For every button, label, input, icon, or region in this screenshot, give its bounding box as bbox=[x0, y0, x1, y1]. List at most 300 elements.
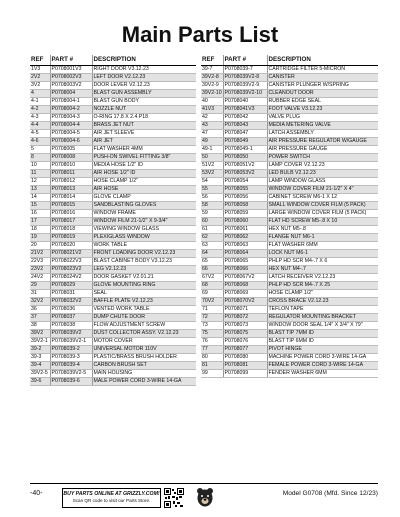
table-row bbox=[30, 129, 196, 137]
table-row bbox=[201, 361, 378, 369]
description-cell: CROSS BRACE V2.12.23 bbox=[267, 297, 378, 305]
part-number-cell: P0708037 bbox=[50, 313, 92, 321]
description-cell: REGULATOR MOUNTING BRACKET bbox=[267, 313, 378, 321]
part-number-cell: P0708011 bbox=[50, 169, 92, 177]
part-number-cell: P0708004-1 bbox=[50, 97, 92, 105]
table-row bbox=[30, 329, 196, 337]
part-number-cell: P0708055 bbox=[223, 185, 267, 193]
description-cell: BLAST CABINET BODY V3.12.23 bbox=[92, 257, 196, 265]
ref-header: REF bbox=[201, 55, 223, 65]
ref-cell: 39V2 bbox=[30, 329, 50, 337]
ref-cell: 73 bbox=[201, 321, 223, 329]
part-number-cell: P0708049-1 bbox=[223, 145, 267, 153]
description-cell: BRASS JET NUT bbox=[92, 121, 196, 129]
description-header: DESCRIPTION bbox=[92, 55, 196, 65]
ref-cell: 65 bbox=[201, 257, 223, 265]
description-cell: PIVOT HINGE bbox=[267, 345, 378, 353]
part-number-cell: P0708039V2-10 bbox=[223, 89, 267, 97]
ref-cell: 58 bbox=[201, 201, 223, 209]
ref-cell: 5 bbox=[30, 145, 50, 153]
ref-header: REF bbox=[30, 55, 50, 65]
table-row bbox=[201, 329, 378, 337]
table-row bbox=[201, 241, 378, 249]
description-cell: BLAST TIP 7MM ID bbox=[267, 329, 378, 337]
part-number-cell: P0708039-6 bbox=[50, 377, 92, 385]
part-number-cell: P0708047 bbox=[223, 129, 267, 137]
table-row bbox=[201, 257, 378, 265]
table-row bbox=[201, 305, 378, 313]
part-number-cell: P0708070V2 bbox=[223, 297, 267, 305]
table-row bbox=[30, 241, 196, 249]
table-row bbox=[201, 65, 378, 73]
table-row bbox=[201, 233, 378, 241]
table-row bbox=[30, 369, 196, 377]
part-number-cell: P0708039-2 bbox=[50, 345, 92, 353]
description-cell: DOOR GASKET V2.01.21 bbox=[92, 273, 196, 281]
ref-cell: 14 bbox=[30, 193, 50, 201]
table-row bbox=[30, 145, 196, 153]
part-number-cell: P0708042 bbox=[223, 113, 267, 121]
ref-cell: 4-5 bbox=[30, 129, 50, 137]
table-row bbox=[30, 161, 196, 169]
ref-cell: 39-4 bbox=[30, 361, 50, 369]
ref-cell: 39-6 bbox=[30, 377, 50, 385]
ref-cell: 99 bbox=[201, 369, 223, 377]
ref-cell: 80 bbox=[201, 353, 223, 361]
table-header-row bbox=[30, 55, 196, 65]
part-number-cell: P0708022V3 bbox=[50, 257, 92, 265]
ref-cell: 70V2 bbox=[201, 297, 223, 305]
description-cell: LARGE WINDOW COVER FILM (5 PACK) bbox=[267, 209, 378, 217]
table-row bbox=[201, 289, 378, 297]
ref-cell: 63 bbox=[201, 241, 223, 249]
description-cell: HEX NUT M5-.8 bbox=[267, 225, 378, 233]
part-number-cell: P0708067V2 bbox=[223, 273, 267, 281]
part-number-cell: P0708004-5 bbox=[50, 129, 92, 137]
description-cell: FRONT LOADING DOOR V2.12.23 bbox=[92, 249, 196, 257]
part-number-cell: P0708072 bbox=[223, 313, 267, 321]
table-row bbox=[30, 89, 196, 97]
description-cell: BLAST TIP 6MM ID bbox=[267, 337, 378, 345]
ref-cell: 68 bbox=[201, 281, 223, 289]
part-number-cell: P0708060 bbox=[223, 217, 267, 225]
table-row bbox=[30, 201, 196, 209]
ad-subline: Scan QR code to visit our Parts Store. bbox=[72, 498, 151, 503]
page-title: Main Parts List bbox=[121, 22, 279, 47]
description-cell: UNIVERSAL MOTOR 110V bbox=[92, 345, 196, 353]
description-cell: SANDBLASTING GLOVES bbox=[92, 201, 196, 209]
ref-cell: 4-1 bbox=[30, 97, 50, 105]
description-cell: RUBBER EDGE SEAL bbox=[267, 97, 378, 105]
table-row bbox=[201, 185, 378, 193]
ref-cell: 47 bbox=[201, 129, 223, 137]
part-number-cell: P0708062 bbox=[223, 233, 267, 241]
grizzly-bear-logo-icon bbox=[196, 487, 214, 509]
table-row bbox=[30, 281, 196, 289]
description-cell: DUST COLLECTOR ASSY. V2.12.23 bbox=[92, 329, 196, 337]
ref-cell: 8 bbox=[30, 153, 50, 161]
table-row bbox=[30, 249, 196, 257]
ref-cell: 22V3 bbox=[30, 257, 50, 265]
table-row bbox=[201, 265, 378, 273]
ref-cell: 12 bbox=[30, 177, 50, 185]
part-number-cell: P0708039-3 bbox=[50, 353, 92, 361]
description-cell: FENDER WASHER 6MM bbox=[267, 369, 378, 377]
part-number-cell: P0708076 bbox=[223, 337, 267, 345]
description-header: DESCRIPTION bbox=[267, 55, 378, 65]
ref-cell: 2V2 bbox=[30, 73, 50, 81]
table-row bbox=[201, 337, 378, 345]
part-number-cell: P0708064 bbox=[223, 249, 267, 257]
ref-cell: 13 bbox=[30, 185, 50, 193]
part-number-cell: P0708039V2-5 bbox=[50, 369, 92, 377]
ref-cell: 21V2 bbox=[30, 249, 50, 257]
ref-cell: 56 bbox=[201, 193, 223, 201]
description-cell: WINDOW FRAME bbox=[92, 209, 196, 217]
description-cell: CARBON BRUSH SET bbox=[92, 361, 196, 369]
description-cell: LEFT DOOR V2.12.23 bbox=[92, 73, 196, 81]
ref-cell: 4-3 bbox=[30, 113, 50, 121]
table-row bbox=[30, 361, 196, 369]
part-number-cell: P0708039V2-8 bbox=[223, 73, 267, 81]
table-row bbox=[30, 153, 196, 161]
part-number-cell: P0708002V3 bbox=[50, 73, 92, 81]
table-row bbox=[201, 105, 378, 113]
part-number-cell: P0708080 bbox=[223, 353, 267, 361]
table-row bbox=[30, 193, 196, 201]
description-cell: AIR JET SLEEVE bbox=[92, 129, 196, 137]
footer-divider bbox=[30, 483, 378, 484]
ref-cell: 69 bbox=[201, 289, 223, 297]
description-cell: PHLP HD SCR M4-.7 X 6 bbox=[267, 257, 378, 265]
table-row bbox=[201, 153, 378, 161]
table-row bbox=[30, 177, 196, 185]
description-cell: FLAT WASHER 4MM bbox=[92, 145, 196, 153]
ref-cell: 39-3 bbox=[30, 353, 50, 361]
table-row bbox=[30, 353, 196, 361]
table-row bbox=[201, 297, 378, 305]
description-cell: LOCK NUT M6-1 bbox=[267, 249, 378, 257]
table-row bbox=[30, 321, 196, 329]
description-cell: DUMP CHUTE DOOR bbox=[92, 313, 196, 321]
description-cell: FLAT WASHER 6MM bbox=[267, 241, 378, 249]
description-cell: BAFFLE PLATE V2.12.23 bbox=[92, 297, 196, 305]
table-row bbox=[201, 129, 378, 137]
part-number-cell: P0708038 bbox=[50, 321, 92, 329]
table-row bbox=[201, 145, 378, 153]
part-number-cell: P0708001V3 bbox=[50, 65, 92, 73]
part-number-cell: P0708023V2 bbox=[50, 265, 92, 273]
description-cell: VENTED WORK TABLE bbox=[92, 305, 196, 313]
ref-cell: 32V2 bbox=[30, 297, 50, 305]
table-row bbox=[30, 305, 196, 313]
description-cell: FLOW ADJUSTMENT SCREW bbox=[92, 321, 196, 329]
table-row bbox=[201, 113, 378, 121]
table-row bbox=[201, 249, 378, 257]
description-cell: PLASTIC/BRASS BRUSH HOLDER bbox=[92, 353, 196, 361]
table-header-row bbox=[201, 55, 378, 65]
description-cell: CANISTER bbox=[267, 73, 378, 81]
ref-cell: 72 bbox=[201, 313, 223, 321]
table-row bbox=[30, 377, 196, 385]
description-cell: WINDOW COVER FILM 21-1/2" X 4" bbox=[267, 185, 378, 193]
part-number-cell: P0708039V2-9 bbox=[223, 81, 267, 89]
table-row bbox=[30, 121, 196, 129]
description-cell: LAMP COVER V2.12.23 bbox=[267, 161, 378, 169]
description-cell: AIR HOSE 1/2" ID bbox=[92, 169, 196, 177]
table-row bbox=[30, 345, 196, 353]
part-number-cell: P0708073 bbox=[223, 321, 267, 329]
page-number: -40- bbox=[30, 490, 43, 497]
description-cell: PUSH-ON SWIVEL FITTING 3/8" bbox=[92, 153, 196, 161]
table-row bbox=[201, 169, 378, 177]
table-row bbox=[30, 313, 196, 321]
table-row bbox=[30, 217, 196, 225]
part-number-cell: P0708077 bbox=[223, 345, 267, 353]
ref-cell: 55 bbox=[201, 185, 223, 193]
ref-cell: 40 bbox=[201, 97, 223, 105]
table-row bbox=[30, 137, 196, 145]
table-row bbox=[201, 81, 378, 89]
ref-cell: 11 bbox=[30, 169, 50, 177]
table-row bbox=[201, 73, 378, 81]
part-number-cell: P0708075 bbox=[223, 329, 267, 337]
part-number-cell: P0708004-2 bbox=[50, 105, 92, 113]
description-cell: POWER SWITCH bbox=[267, 153, 378, 161]
part-number-cell: P0708013 bbox=[50, 185, 92, 193]
ref-cell: 39-7 bbox=[201, 65, 223, 73]
part-number-cell: P0708004-6 bbox=[50, 137, 92, 145]
ref-cell: 18 bbox=[30, 225, 50, 233]
description-cell: SEAL bbox=[92, 289, 196, 297]
table-row bbox=[201, 281, 378, 289]
part-number-cell: P0708068 bbox=[223, 281, 267, 289]
description-cell: PLEXIGLASS WINDOW bbox=[92, 233, 196, 241]
table-row bbox=[30, 113, 196, 121]
description-cell: GLOVE CLAMP bbox=[92, 193, 196, 201]
description-cell: FOOT VALVE V3.12.23 bbox=[267, 105, 378, 113]
ref-cell: 76 bbox=[201, 337, 223, 345]
table-row bbox=[30, 65, 196, 73]
description-cell: HOSE CLAMP 1/2" bbox=[267, 289, 378, 297]
part-number-cell: P0708008 bbox=[50, 153, 92, 161]
part-number-cell: P0708061 bbox=[223, 225, 267, 233]
table-row bbox=[201, 121, 378, 129]
table-row bbox=[201, 273, 378, 281]
description-cell: MEDIA HOSE 1/2" ID bbox=[92, 161, 196, 169]
description-cell: O-RING 17.8 X 2.4 P18 bbox=[92, 113, 196, 121]
description-cell: AIR PRESSURE GAUGE bbox=[267, 145, 378, 153]
description-cell: BLAST GUN BODY bbox=[92, 97, 196, 105]
part-number-cell: P0708059 bbox=[223, 209, 267, 217]
ref-cell: 4-6 bbox=[30, 137, 50, 145]
description-cell: CABINET SCREW M6-1 X 12 bbox=[267, 193, 378, 201]
part-number-cell: P0708071 bbox=[223, 305, 267, 313]
part-number-cell: P0708039V2 bbox=[50, 329, 92, 337]
ref-cell: 24V2 bbox=[30, 273, 50, 281]
description-cell: MEDIA METERING VALVE bbox=[267, 121, 378, 129]
description-cell: LED BULB V2.12.23 bbox=[267, 169, 378, 177]
part-header: PART # bbox=[223, 55, 267, 65]
table-row bbox=[30, 185, 196, 193]
description-cell: MOTOR COVER bbox=[92, 337, 196, 345]
table-row bbox=[201, 217, 378, 225]
part-number-cell: P0708081 bbox=[223, 361, 267, 369]
ref-cell: 4-2 bbox=[30, 105, 50, 113]
description-cell: WINDOW DOOR SEAL 1/4" X 3/4" X 79" bbox=[267, 321, 378, 329]
ref-cell: 49-1 bbox=[201, 145, 223, 153]
part-number-cell: P0708041V3 bbox=[223, 105, 267, 113]
table-row bbox=[30, 289, 196, 297]
description-cell: NOZZLE NUT bbox=[92, 105, 196, 113]
table-row bbox=[201, 137, 378, 145]
description-cell: DOOR LEVER V2.12.23 bbox=[92, 81, 196, 89]
part-number-cell: P0708065 bbox=[223, 257, 267, 265]
ref-cell: 64 bbox=[201, 249, 223, 257]
part-number-cell: P0708004-4 bbox=[50, 121, 92, 129]
table-row bbox=[201, 97, 378, 105]
ref-cell: 54 bbox=[201, 177, 223, 185]
description-cell: CLEANOUT DOOR bbox=[267, 89, 378, 97]
part-number-cell: P0708040 bbox=[223, 97, 267, 105]
ref-cell: 41V3 bbox=[201, 105, 223, 113]
part-number-cell: P0708058 bbox=[223, 201, 267, 209]
ref-cell: 38 bbox=[30, 321, 50, 329]
part-number-cell: P0708017 bbox=[50, 217, 92, 225]
table-row bbox=[30, 81, 196, 89]
ref-cell: 31 bbox=[30, 289, 50, 297]
ref-cell: 36 bbox=[30, 305, 50, 313]
part-number-cell: P0708051V2 bbox=[223, 161, 267, 169]
table-row bbox=[30, 337, 196, 345]
description-cell: LAMP WINDOW GLASS bbox=[267, 177, 378, 185]
description-cell: LATCH RECEIVER V2.12.23 bbox=[267, 273, 378, 281]
description-cell: PHLP HD SCR M4-.7 X 25 bbox=[267, 281, 378, 289]
ref-cell: 4 bbox=[30, 89, 50, 97]
description-cell: FLANGE NUT M6-1 bbox=[267, 233, 378, 241]
qr-code-icon[interactable] bbox=[164, 488, 184, 508]
ref-cell: 43 bbox=[201, 121, 223, 129]
part-number-cell: P0708014 bbox=[50, 193, 92, 201]
ref-cell: 39V2-1 bbox=[30, 337, 50, 345]
description-cell: SMALL WINDOW COVER FILM (5 PACK) bbox=[267, 201, 378, 209]
part-number-cell: P0708039-7 bbox=[223, 65, 267, 73]
ref-cell: 62 bbox=[201, 233, 223, 241]
ref-cell: 20 bbox=[30, 241, 50, 249]
part-number-cell: P0708032V2 bbox=[50, 297, 92, 305]
ref-cell: 71 bbox=[201, 305, 223, 313]
ref-cell: 17 bbox=[30, 217, 50, 225]
part-number-cell: P0708069 bbox=[223, 289, 267, 297]
table-row bbox=[201, 177, 378, 185]
description-cell: AIR HOSE bbox=[92, 185, 196, 193]
ref-cell: 60 bbox=[201, 217, 223, 225]
description-cell: CANISTER PLUNGER W/SPRING bbox=[267, 81, 378, 89]
part-number-cell: P0708020 bbox=[50, 241, 92, 249]
table-row bbox=[201, 369, 378, 377]
part-number-cell: P0708012 bbox=[50, 177, 92, 185]
table-row bbox=[30, 73, 196, 81]
table-row bbox=[201, 209, 378, 217]
ref-cell: 75 bbox=[201, 329, 223, 337]
description-cell: FEMALE POWER CORD 3-WIRE 14-GA bbox=[267, 361, 378, 369]
ref-cell: 39V2-5 bbox=[30, 369, 50, 377]
ref-cell: 50 bbox=[201, 153, 223, 161]
table-row bbox=[30, 169, 196, 177]
part-number-cell: P0708099 bbox=[223, 369, 267, 377]
part-number-cell: P0708019 bbox=[50, 233, 92, 241]
ref-cell: 39V2-10 bbox=[202, 89, 222, 96]
ref-cell: 16 bbox=[30, 209, 50, 217]
part-number-cell: P0708066 bbox=[223, 265, 267, 273]
part-number-cell: P0708029 bbox=[50, 281, 92, 289]
description-cell: LEG V2.12.23 bbox=[92, 265, 196, 273]
parts-table-right-body bbox=[201, 65, 378, 377]
table-row bbox=[201, 225, 378, 233]
ref-cell: 42 bbox=[201, 113, 223, 121]
description-cell: TEFLON TAPE bbox=[267, 305, 378, 313]
table-row bbox=[201, 193, 378, 201]
table-row bbox=[201, 345, 378, 353]
ref-cell: 39V2-9 bbox=[201, 81, 223, 89]
description-cell: FLAT HD SCREW M5-.8 X 10 bbox=[267, 217, 378, 225]
part-number-cell: P0708021V2 bbox=[50, 249, 92, 257]
part-number-cell: P0708015 bbox=[50, 201, 92, 209]
table-row bbox=[201, 89, 378, 97]
part-number-cell: P0708053V2 bbox=[223, 169, 267, 177]
description-cell: WORK TABLE bbox=[92, 241, 196, 249]
ref-cell: 4-4 bbox=[30, 121, 50, 129]
ref-cell: 49 bbox=[201, 137, 223, 145]
parts-table-left bbox=[30, 55, 196, 386]
description-cell: VALVE PLUG bbox=[267, 113, 378, 121]
ref-cell: 39V2-8 bbox=[201, 73, 223, 81]
table-row bbox=[201, 353, 378, 361]
ref-cell: 81 bbox=[201, 361, 223, 369]
part-number-cell: P0708016 bbox=[50, 209, 92, 217]
description-cell: HEX NUT M4-.7 bbox=[267, 265, 378, 273]
part-number-cell: P0708050 bbox=[223, 153, 267, 161]
ref-cell: 59 bbox=[201, 209, 223, 217]
part-number-cell: P0708049 bbox=[223, 137, 267, 145]
description-cell: HOSE CLAMP 1/2" bbox=[92, 177, 196, 185]
table-row bbox=[30, 97, 196, 105]
description-cell: MALE POWER CORD 3-WIRE 14-GA bbox=[92, 377, 196, 385]
ref-cell: 51V2 bbox=[201, 161, 223, 169]
parts-table-right bbox=[201, 55, 378, 378]
part-number-cell: P0708039-4 bbox=[50, 361, 92, 369]
part-number-cell: P0708043 bbox=[223, 121, 267, 129]
part-number-cell: P0708018 bbox=[50, 225, 92, 233]
ref-cell: 15 bbox=[30, 201, 50, 209]
ref-cell: 67V2 bbox=[201, 273, 223, 281]
table-row bbox=[30, 257, 196, 265]
table-row bbox=[30, 209, 196, 217]
part-number-cell: P0708039V2-1 bbox=[50, 337, 92, 345]
description-cell: AIR JET bbox=[92, 137, 196, 145]
ref-cell: 39-2 bbox=[30, 345, 50, 353]
part-number-cell: P0708036 bbox=[50, 305, 92, 313]
description-cell: VIEWING WINDOW GLASS bbox=[92, 225, 196, 233]
ref-cell: 29 bbox=[30, 281, 50, 289]
description-cell: RIGHT DOOR V3.12.23 bbox=[92, 65, 196, 73]
parts-store-ad[interactable] bbox=[62, 488, 161, 508]
description-cell: AIR PRESSURE REGULATOR W/GAUGE bbox=[267, 137, 378, 145]
description-cell: CARTRIDGE FILTER 5-MICRON bbox=[267, 65, 378, 73]
model-number: Model G0708 (Mfd. Since 12/23) bbox=[282, 490, 378, 497]
ad-headline: BUY PARTS ONLINE AT GRIZZLY.COM! bbox=[63, 491, 160, 497]
description-cell: LATCH ASSEMBLY bbox=[267, 129, 378, 137]
